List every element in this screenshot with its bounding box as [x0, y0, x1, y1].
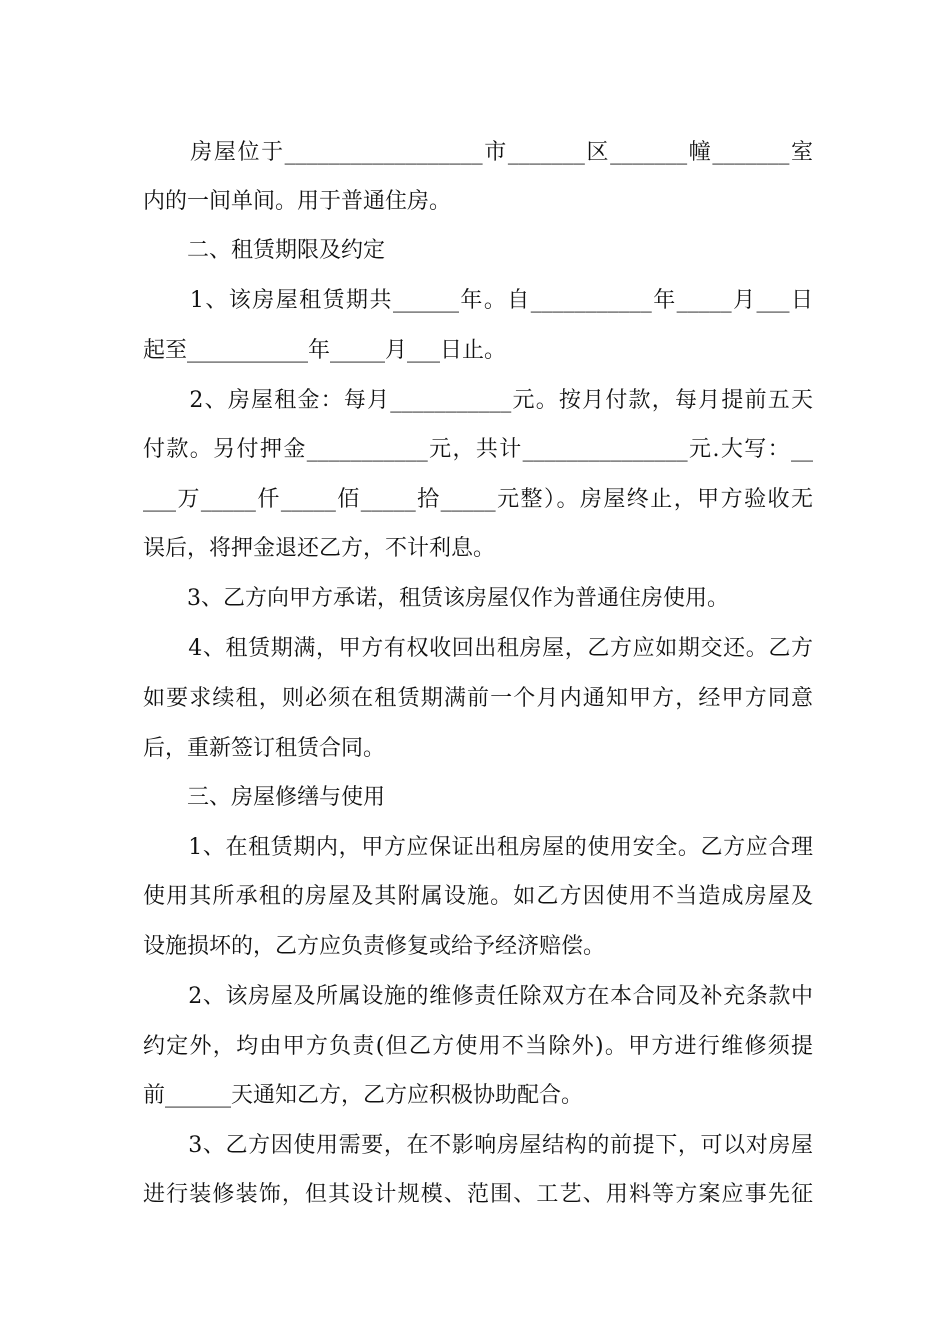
text-line: 起至___________年_____月___日止。: [143, 338, 507, 363]
section-heading: 三、房屋修缮与使用: [143, 785, 386, 810]
text-line: 2、该房屋及所属设施的维修责任除双方在本合同及补充条款中: [143, 984, 813, 1009]
text-line: ___万_____仟_____佰_____拾_____元整）。房屋终止，甲方验收无: [143, 487, 813, 512]
text-line: 使用其所承租的房屋及其附属设施。如乙方因使用不当造成房屋及: [143, 884, 813, 909]
text-line: 后，重新签订租赁合同。: [143, 736, 386, 761]
text-line: 3、乙方因使用需要，在不影响房屋结构的前提下，可以对房屋: [143, 1133, 813, 1158]
text-line: 如要求续租，则必须在租赁期满前一个月内通知甲方，经甲方同意: [143, 686, 813, 711]
text-line: 设施损坏的，乙方应负责修复或给予经济赔偿。: [143, 934, 606, 959]
text-line: 内的一间单间。用于普通住房。: [143, 189, 452, 214]
text-line: 1、在租赁期内，甲方应保证出租房屋的使用安全。乙方应合理: [143, 835, 813, 860]
section-heading: 二、租赁期限及约定: [143, 238, 386, 263]
text-line: 进行装修装饰，但其设计规模、范围、工艺、用料等方案应事先征: [143, 1182, 813, 1207]
text-line: 房屋位于__________________市_______区_______幢_______室: [143, 140, 813, 165]
text-line: 3、乙方向甲方承诺，租赁该房屋仅作为普通住房使用。: [143, 586, 729, 611]
text-line: 付款。另付押金___________元，共计_______________元.大写：__: [143, 437, 813, 462]
text-line: 前______天通知乙方，乙方应积极协助配合。: [143, 1083, 584, 1108]
text-line: 误后，将押金退还乙方，不计利息。: [143, 536, 496, 561]
text-line: 2、房屋租金：每月___________元。按月付款，每月提前五天: [143, 388, 813, 413]
text-line: 4、租赁期满，甲方有权收回出租房屋，乙方应如期交还。乙方: [143, 636, 813, 661]
text-line: 1、该房屋租赁期共______年。自___________年_____月___日: [143, 288, 813, 313]
text-line: 约定外，均由甲方负责(但乙方使用不当除外)。甲方进行维修须提: [143, 1034, 813, 1059]
